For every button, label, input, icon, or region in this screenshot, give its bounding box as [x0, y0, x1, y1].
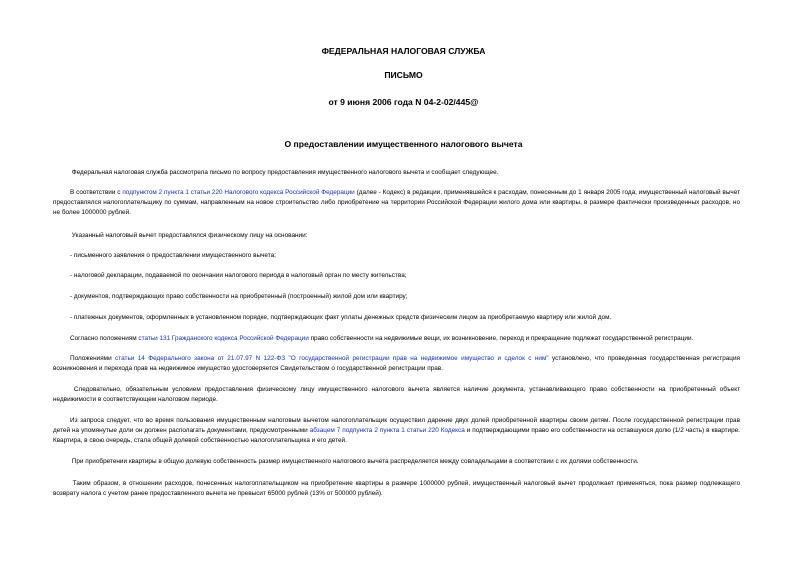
paragraph-7-pre: Из запроса следует, что во время пользования имущественным налоговым вычетом налогоплательщик осуществил дарение двух долей приобретенной квартиры своим детям. После государственной регистрации прав детей на упомянутые доли он должен располагать документами, предусмотренными [53, 417, 740, 434]
list-item [53, 313, 740, 323]
doc-subject: О предоставлении имущественного налогового вычета [284, 139, 523, 149]
link-civil-code-131[interactable]: статьи 131 Гражданского кодекса Российской Федерации [138, 335, 309, 342]
doc-type: ПИСЬМО [384, 70, 423, 80]
paragraph-5-post: установлено, что проведенная государственная регистрация возникновения и перехода прав на недвижимое имущество удостоверяется Свидетельством о государственной регистрации прав. [53, 355, 740, 372]
paragraph-7-post: и подтверждающими право его собственности на оставшуюся долю (1/2 часть) в квартире. Квартира, в свою очередь, стала общей долевой собственностью налогоплательщика и его детей. [53, 427, 741, 444]
paragraph-2 [53, 188, 740, 218]
list-item-text: - налоговой декларации, подаваемой по окончании налогового периода в налоговый орган по месту жительства; [70, 272, 407, 279]
link-federal-law-122[interactable]: статьи 14 Федерального закона от 21.07.97 N 122-ФЗ "О государственной регистрации прав на недвижимое имущество и сделок с ним" [115, 355, 549, 362]
paragraph-9 [53, 479, 740, 499]
paragraph-2-post: (далее - Кодекс) в редакции, применявшейся к расходам, понесенным до 1 января 2005 года, имущественный налоговый вычет предоставлялся налогоплательщику по суммам, направленным на новое строительство либо приобретение на территории Российской Федерации жилого дома или квартиры, в размере фактически произведенных расходов, но не более 1000000 рублей. [53, 189, 741, 216]
link-tax-code-220-par7[interactable]: абзацем 7 подпункта 2 пункта 1 статьи 220 Кодекса [309, 427, 465, 434]
org-title: ФЕДЕРАЛЬНАЯ НАЛОГОВАЯ СЛУЖБА [321, 46, 486, 56]
paragraph-9-text: Таким образом, в отношении расходов, понесенных налогоплательщиком на приобретение квартиры в размере 1000000 рублей, имущественный налоговый вычет продолжает применяться, пока размер подлежащего возврату налога с учетом ранее предоставленного вычета не превысит 65000 рублей (13% от 500000 рублей). [53, 480, 740, 497]
list-item-text: - письменного заявления о предоставлении имущественного вычета; [70, 252, 276, 259]
link-tax-code-220[interactable]: подпунктом 2 пункта 1 статьи 220 Налогового кодекса Российской Федерации [122, 189, 355, 196]
paragraph-5 [53, 354, 740, 374]
paragraph-6 [53, 385, 740, 405]
paragraph-4 [53, 334, 740, 344]
doc-date-number: от 9 июня 2006 года N 04-2-02/445@ [328, 97, 479, 107]
paragraph-8 [53, 457, 740, 467]
paragraph-1 [53, 168, 740, 178]
paragraph-4-pre: Согласно положениям [70, 335, 139, 342]
paragraph-1-text: Федеральная налоговая служба рассмотрела письмо по вопросу предоставления имущественного налогового вычета и сообщает следующее. [71, 169, 499, 176]
paragraph-3-text: Указанный налоговый вычет предоставлялся физическому лицу на основании: [71, 232, 308, 239]
paragraph-7 [53, 416, 740, 446]
list-item-text: - платежных документов, оформленных в установленном порядке, подтверждающих факт уплаты денежных средств физическим лицом за приобретаемую квартиру или жилой дом. [70, 314, 612, 321]
paragraph-5-pre: Положениями [70, 355, 116, 362]
list-item [53, 271, 740, 281]
paragraph-8-text: При приобретении квартиры в общую долевую собственность размер имущественного налогового вычета распределяется между совладельцами в соответствии с их долями собственности. [71, 458, 639, 465]
paragraph-4-post: право собственности на недвижимые вещи, их возникновение, переход и прекращение подлежат государственной регистрации. [308, 335, 694, 342]
paragraph-6-text: Следовательно, обязательным условием предоставления физическому лицу имущественного налогового вычета является наличие документа, устанавливающего право собственности на приобретенный объект недвижимости в соответствующем налоговом периоде. [53, 386, 740, 403]
list-item-text: - документов, подтверждающих право собственности на приобретенный (построенный) жилой дом или квартиру; [70, 293, 408, 300]
list-item [53, 251, 740, 261]
paragraph-3 [53, 231, 740, 241]
list-item [53, 292, 740, 302]
paragraph-2-pre: В соответствии с [70, 189, 123, 196]
